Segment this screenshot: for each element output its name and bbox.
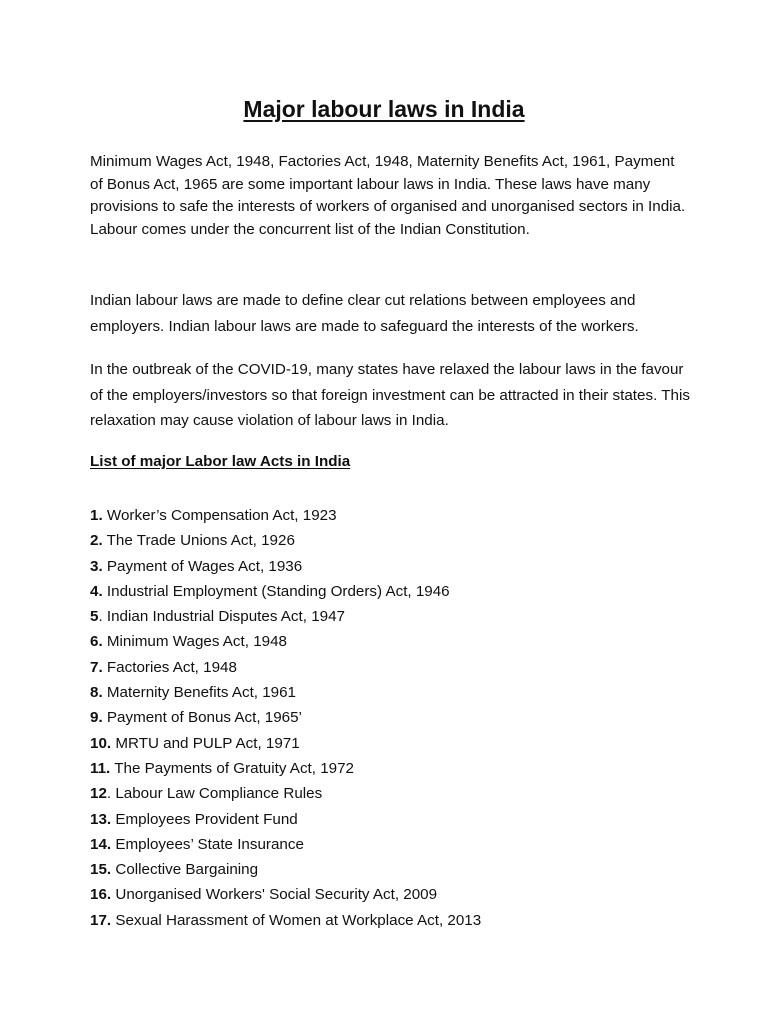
item-number: 9. (90, 709, 103, 727)
item-number: 17. (90, 911, 112, 929)
item-number: 4. (90, 582, 103, 600)
list-item (90, 503, 481, 528)
list-item (90, 554, 481, 579)
item-number: 15. (90, 861, 112, 879)
item-text: MRTU and PULP Act, 1971 (115, 734, 300, 752)
item-number: 10. (90, 734, 112, 752)
item-number: 3. (90, 557, 103, 575)
item-number: 11. (90, 759, 111, 777)
item-text: The Trade Unions Act, 1926 (106, 532, 295, 550)
item-number: 2. (90, 532, 103, 550)
item-number: 1. (90, 507, 103, 524)
item-text: Factories Act, 1948 (106, 658, 237, 676)
item-text: Payment of Wages Act, 1936 (106, 557, 303, 575)
item-number: 5 (90, 608, 99, 626)
list-item (90, 781, 481, 806)
list-item (90, 731, 481, 756)
item-text: Payment of Bonus Act, 1965’ (106, 709, 302, 727)
list-item (90, 680, 481, 705)
list-item (90, 604, 481, 629)
list-item (90, 528, 481, 553)
item-text: Employees Provident Fund (115, 810, 298, 828)
item-text: . Labour Law Compliance Rules (106, 785, 323, 803)
item-text: Minimum Wages Act, 1948 (106, 633, 287, 651)
purpose-paragraph: Indian labour laws are made to define clear cut relations between employees and employers. Indian labour laws are made to safeguard the interests of the workers. (90, 292, 639, 335)
item-text: Collective Bargaining (115, 861, 259, 879)
item-text: Unorganised Workers' Social Security Act, 2009 (115, 886, 438, 904)
item-text: Industrial Employment (Standing Orders) Act, 1946 (106, 582, 450, 600)
item-number: 13. (90, 810, 112, 828)
item-text: Employees’ State Insurance (115, 835, 304, 853)
item-text: Worker’s Compensation Act, 1923 (106, 507, 337, 524)
item-number: 8. (90, 684, 103, 702)
list-item (90, 579, 481, 604)
item-text: . Indian Industrial Disputes Act, 1947 (98, 608, 345, 626)
list-item (90, 908, 481, 933)
item-number: 16. (90, 886, 112, 904)
list-item (90, 807, 481, 832)
document-title: Major labour laws in India (243, 96, 525, 122)
item-text: Maternity Benefits Act, 1961 (106, 684, 297, 702)
item-number: 7. (90, 658, 103, 676)
list-item (90, 832, 481, 857)
item-text: Sexual Harassment of Women at Workplace Act, 2013 (115, 911, 482, 929)
list-item (90, 655, 481, 680)
intro-paragraph: Minimum Wages Act, 1948, Factories Act, 1948, Maternity Benefits Act, 1961, Payment of Bonus Act, 1965 are some important labour laws in India. These laws have many provisions to safe the interests of workers of organised and unorganised sectors in India. Labour comes under the concurrent list of the Indian Constitution. (90, 153, 686, 238)
item-text: The Payments of Gratuity Act, 1972 (114, 759, 354, 777)
list-item (90, 629, 481, 654)
list-item (90, 882, 481, 907)
item-number: 14. (90, 835, 112, 853)
item-number: 6. (90, 633, 103, 651)
item-number: 12 (90, 785, 107, 803)
list-item (90, 756, 481, 781)
list-heading: List of major Labor law Acts in India (90, 453, 351, 470)
covid-paragraph: In the outbreak of the COVID-19, many states have relaxed the labour laws in the favour of the employers/investors so that foreign investment can be attracted in their states. This relaxation may cause violation of labour laws in India. (90, 361, 690, 429)
list-item (90, 857, 481, 882)
list-item (90, 705, 481, 730)
acts-list (90, 503, 481, 933)
